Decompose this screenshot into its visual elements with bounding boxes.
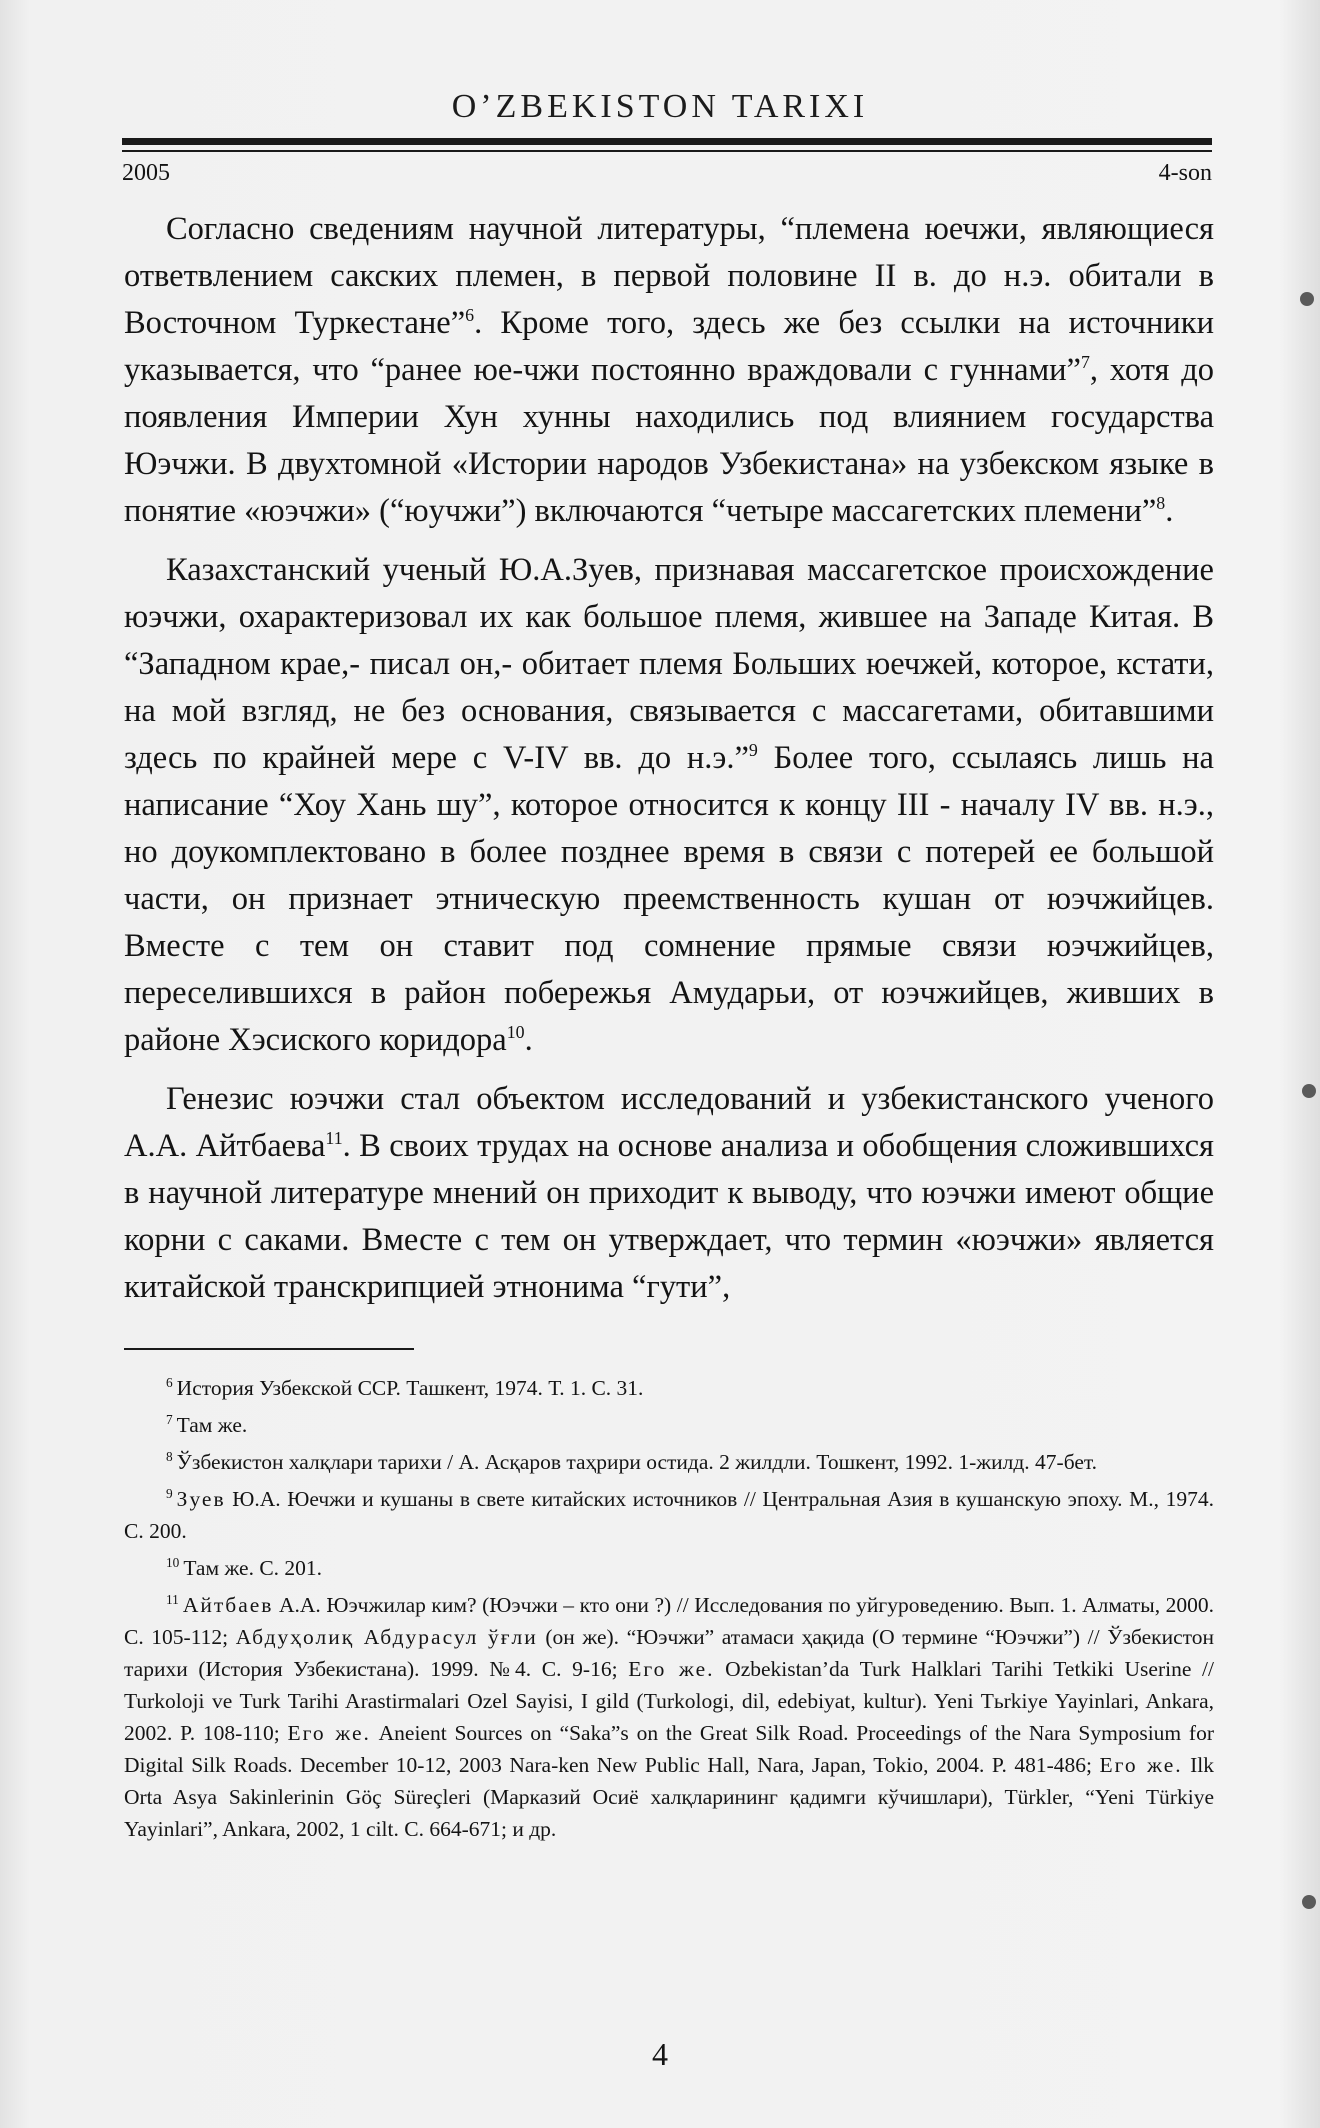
footnote: [124, 1589, 1214, 1845]
footnote: [124, 1552, 1214, 1584]
journal-title: O’ZBEKISTON TARIXI: [451, 88, 869, 125]
header-rule-thick: [122, 138, 1212, 145]
text-run: .: [1165, 493, 1174, 529]
footnote-reference: 10: [506, 1022, 525, 1043]
footnote-separator: [124, 1348, 414, 1350]
paragraph: [124, 206, 1214, 535]
footnotes: [124, 1372, 1214, 1850]
footnote-number: 9: [166, 1485, 173, 1501]
text-run: (он же). “Юэчжи” атамаси ҳақида (О термине “Юэчжи”) // Ўзбекистон тарихи (История Узбекистана). 1999. №4. С. 9-16;: [124, 1625, 1214, 1681]
footnote-reference: 11: [325, 1128, 343, 1149]
text-run: .: [524, 1022, 533, 1058]
text-run: Aneient Sources on “Saka”s on the Great Silk Road. Proceedings of the Nara Symposium for Digital Silk Roads. December 10-12, 2003 Nara-ken New Public Hall, Nara, Japan, Tokio, 2004. P. 481-486;: [124, 1721, 1214, 1777]
text-run: Ilk Orta Asya Sakinlerinin Göç Süreçleri (Марказий Осиё халқларининг қадимги кўчишлари), Türkler, “Yeni Türkiye Yayinlari”, Ankara, 2002, 1 cilt. C. 664-671; и др.: [124, 1753, 1215, 1841]
footnote-reference: 9: [748, 740, 758, 761]
text-run: Там же.: [176, 1413, 248, 1437]
text-run: . Кроме того, здесь же без ссылки на источники указывается, что “ранее юе-чжи постоянно враждовали с гуннами”: [124, 305, 1214, 388]
paragraph: [124, 1076, 1214, 1311]
author-name: Его же.: [628, 1657, 715, 1681]
footnote-reference: 8: [1156, 493, 1166, 514]
binding-hole-mark: [1302, 1084, 1316, 1098]
footnote: [124, 1483, 1214, 1547]
text-run: Согласно сведениям научной литературы, “племена юечжи, являющиеся ответвлением сакских племен, в первой половине II в. до н.э. обитали в Восточном Туркестане”: [124, 211, 1214, 341]
main-text: [124, 206, 1214, 1323]
text-run: Там же. С. 201.: [183, 1556, 323, 1580]
binding-hole-mark: [1302, 1895, 1316, 1909]
author-name: Его же.: [1099, 1753, 1183, 1777]
text-run: Ўзбекистон халқлари тарихи / А. Асқаров таҳрири остида. 2 жилдли. Тошкент, 1992. 1-жилд. 47-бет.: [176, 1450, 1098, 1474]
text-run: Ю.А. Юечжи и кушаны в свете китайских источников // Центральная Азия в кушанскую эпоху. М., 1974. С. 200.: [124, 1487, 1214, 1543]
footnote: [124, 1372, 1214, 1404]
footnote-reference: 6: [465, 305, 475, 326]
footnote-number: 11: [166, 1591, 179, 1607]
page-number: 4: [652, 2036, 668, 2072]
text-run: История Узбекской ССР. Ташкент, 1974. Т. 1. С. 31.: [176, 1376, 644, 1400]
footnote: [124, 1409, 1214, 1441]
author-name: Зуев: [176, 1487, 226, 1511]
footnote-reference: 7: [1080, 352, 1090, 373]
footnote-number: 8: [166, 1448, 173, 1464]
text-run: . В своих трудах на основе анализа и обобщения сложившихся в научной литературе мнений он приходит к выводу, что юэчжи имеют общие корни с саками. Вместе с тем он утверждает, что термин «юэчжи» является китайской транскрипцией этнонима “гути”,: [124, 1128, 1214, 1305]
author-name: Его же.: [287, 1721, 371, 1745]
text-run: Казахстанский ученый Ю.А.Зуев, признавая массагетское происхождение юэчжи, охарактеризовал их как большое племя, жившее на Западе Китая. В “Западном крае,- писал он,- обитает племя Больших юечжей, которое, кстати, на мой взгляд, не без основания, связывается с массагетами, обитавшими здесь по крайней мере с V-IV вв. до н.э.”: [124, 552, 1214, 776]
issue-year: 2005: [122, 160, 170, 186]
author-name: Абдуҳолиқ Абдурасул ўғли: [235, 1625, 538, 1649]
binding-hole-mark: [1300, 292, 1314, 306]
paragraph: [124, 547, 1214, 1064]
text-run: Ozbekistan’da Turk Halklari Tarihi Tetkiki Userine // Turkoloji ve Turk Tarihi Arastirmalari Ozel Sayisi, I gild (Turkologi, dil, edebiyat, kultur). Yeni Tьrkiye Yayinlari, Ankara, 2002. P. 108-110;: [124, 1657, 1214, 1745]
footnote-number: 10: [166, 1554, 180, 1570]
footnote-number: 6: [166, 1374, 173, 1390]
footnote: [124, 1446, 1214, 1478]
text-run: А.А. Юэчжилар ким? (Юэчжи – кто они ?) // Исследования по уйгуроведению. Вып. 1. Алматы, 2000. С. 105-112;: [124, 1593, 1214, 1649]
issue-number: 4-son: [1158, 160, 1212, 186]
text-run: Более того, ссылаясь лишь на написание “Хоу Хань шу”, которое относится к концу III - началу IV вв. н.э., но доукомплектовано в более позднее время в связи с потерей ее большой части, он признает этническую преемственность кушан от юэчжийцев. Вместе с тем он ставит под сомнение прямые связи юэчжийцев, переселившихся в район побережья Амударьи, от юэчжийцев, живших в районе Хэсиского коридора: [124, 740, 1214, 1058]
text-run: Генезис юэчжи стал объектом исследований и узбекистанского ученого А.А. Айтбаева: [124, 1081, 1214, 1164]
author-name: Айтбаев: [182, 1593, 274, 1617]
header-rule-thin: [122, 150, 1212, 152]
text-run: , хотя до появления Империи Хун хунны находились под влиянием государства Юэчжи. В двухтомной «Истории народов Узбекистана» на узбекском языке в понятие «юэчжи» (“юучжи”) включаются “четыре массагетских племени”: [124, 352, 1215, 529]
footnote-number: 7: [166, 1411, 173, 1427]
